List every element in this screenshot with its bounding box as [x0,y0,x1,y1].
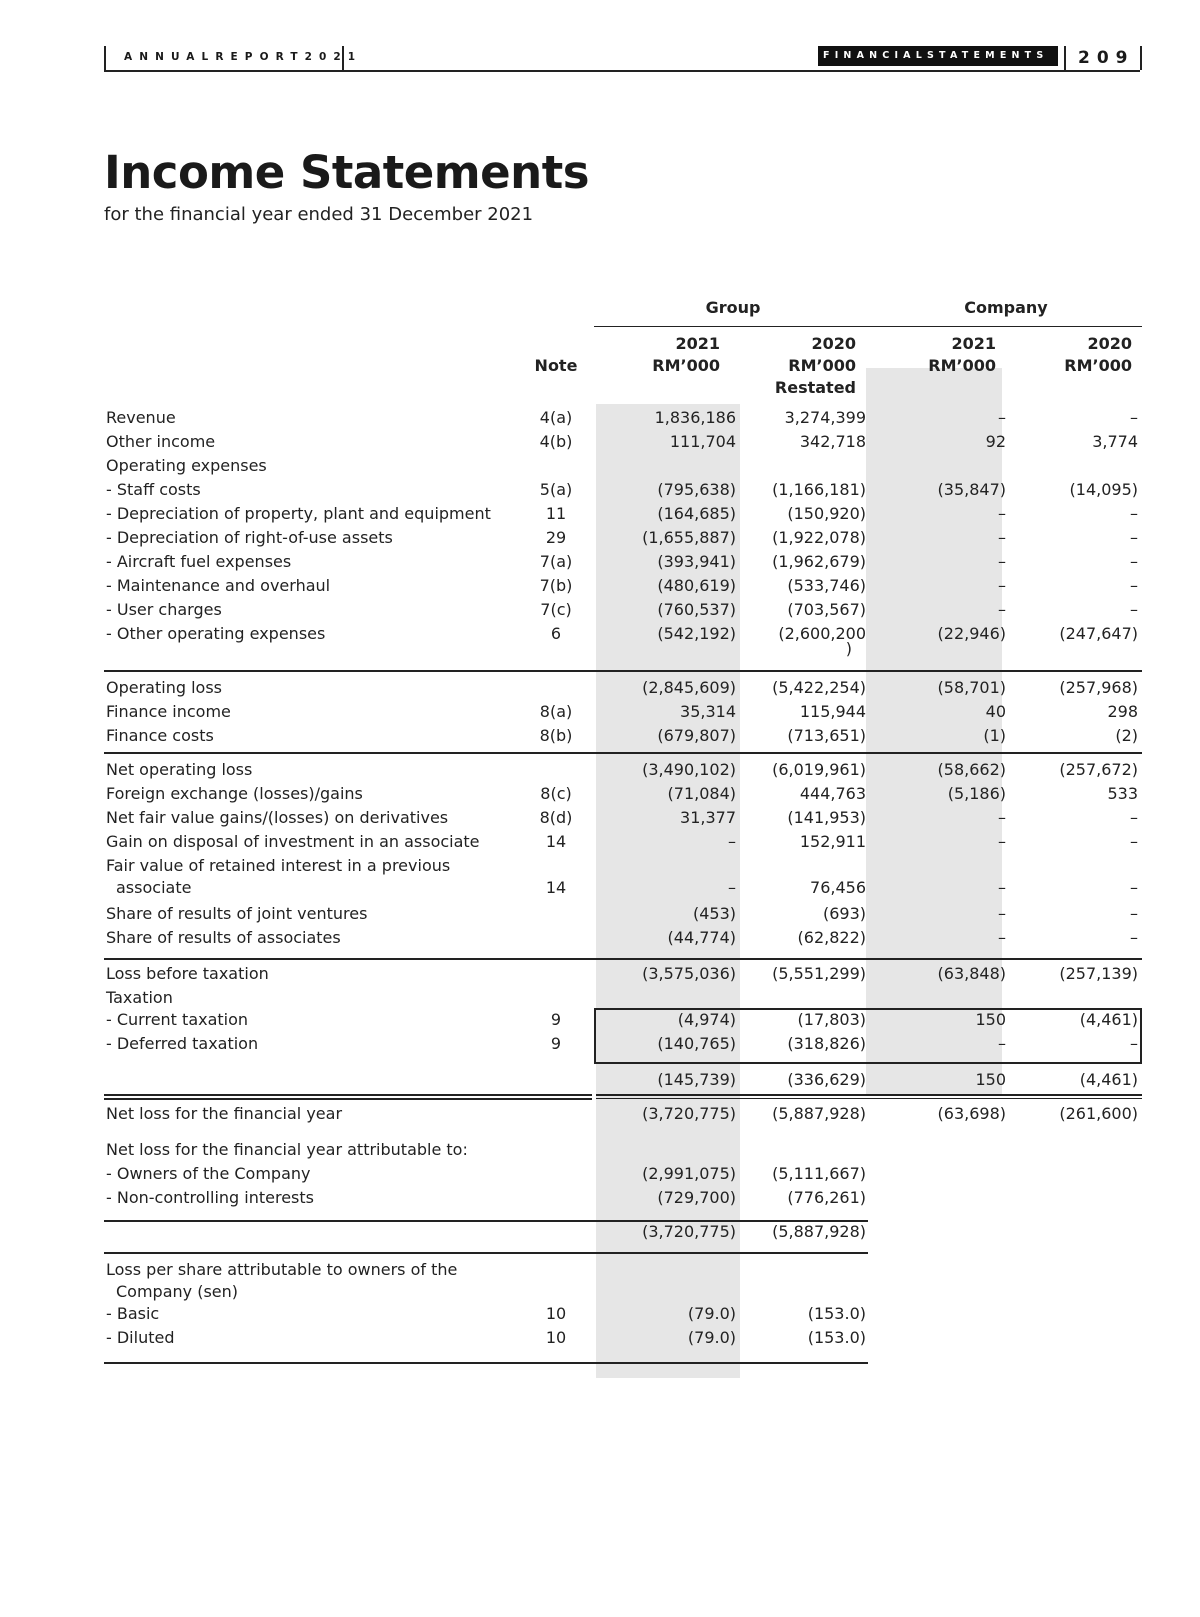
row-label: - Deferred taxation [106,1034,259,1053]
rule-tax-total-right-2 [596,1098,1142,1099]
row-value: (4,461) [1079,1070,1138,1089]
row-label: Revenue [106,408,176,427]
row-value: (453) [692,904,736,923]
row-note: 14 [545,878,567,897]
row-value: (336,629) [787,1070,866,1089]
row-value: (257,968) [1059,678,1138,697]
group-2021-year: 2021 [675,334,720,353]
row-value: (58,701) [937,678,1006,697]
row-label: Operating loss [106,678,222,697]
row-value: (2,845,609) [642,678,736,697]
row-value: (4,974) [677,1010,736,1029]
row-label: - Staff costs [106,480,201,499]
row-value: (58,662) [937,760,1006,779]
row-value: (3,490,102) [642,760,736,779]
row-label: - Maintenance and overhaul [106,576,331,595]
row-value: (79.0) [687,1304,736,1323]
row-label: Other income [106,432,216,451]
row-label: - Non-controlling interests [106,1188,314,1207]
row-note: 8(c) [540,784,572,803]
company-2021-year: 2021 [951,334,996,353]
row-value: (164,685) [657,504,736,523]
row-value: (713,651) [787,726,866,745]
row-value: (145,739) [657,1070,736,1089]
row-value: 3,774 [1092,432,1138,451]
note-header: Note [534,356,578,375]
company-header: Company [964,298,1048,317]
row-value: 35,314 [680,702,736,721]
row-value: (79.0) [687,1328,736,1347]
row-label: Taxation [106,988,173,1007]
company-2021-unit: RM’000 [928,356,996,375]
row-note: 9 [550,1010,562,1029]
row-value: (3,575,036) [642,964,736,983]
row-value: – [1130,408,1138,427]
page-number: 209 [1078,48,1135,68]
row-value: – [728,878,736,897]
rule-net-operating-loss [104,752,1142,754]
row-note: 4(a) [539,408,573,427]
row-value-wrap: ) [845,639,852,658]
row-label: Loss before taxation [106,964,269,983]
row-value: (140,765) [657,1034,736,1053]
row-label: Operating expenses [106,456,267,475]
row-value: (257,672) [1059,760,1138,779]
row-value: (5,887,928) [772,1222,866,1241]
row-note: 9 [550,1034,562,1053]
rule-attrib-total [104,1220,868,1222]
row-note: 29 [545,528,567,547]
row-note: 7(c) [540,600,572,619]
row-value: (679,807) [657,726,736,745]
row-value: 3,274,399 [784,408,866,427]
row-note: 7(a) [539,552,573,571]
row-value: (150,920) [787,504,866,523]
row-value: (63,848) [937,964,1006,983]
group-2020-unit: RM’000 [788,356,856,375]
row-label: Foreign exchange (losses)/gains [106,784,363,803]
rule-loss-before-tax [104,958,1142,960]
row-label: Net loss for the financial year attributable to: [106,1140,468,1159]
row-value: – [998,528,1006,547]
row-value: (1,962,679) [772,552,866,571]
row-label: Finance income [106,702,231,721]
row-value: – [998,504,1006,523]
row-note: 8(d) [539,808,573,827]
row-value: (141,953) [787,808,866,827]
row-value: (542,192) [657,624,736,643]
row-value: (5,111,667) [772,1164,866,1183]
row-label: Net operating loss [106,760,253,779]
company-2020-year: 2020 [1087,334,1132,353]
row-value: – [998,600,1006,619]
row-value: (1,166,181) [772,480,866,499]
row-value: (22,946) [937,624,1006,643]
row-value: – [998,808,1006,827]
row-value: (35,847) [937,480,1006,499]
row-label: - Current taxation [106,1010,249,1029]
row-value: – [1130,904,1138,923]
row-value: 342,718 [799,432,866,451]
company-2020-unit: RM’000 [1064,356,1132,375]
row-value: (63,698) [937,1104,1006,1123]
row-value: – [1130,600,1138,619]
row-label: - User charges [106,600,222,619]
row-note: 5(a) [539,480,573,499]
rule-tax-total-right [596,1094,1142,1096]
row-value: – [998,576,1006,595]
row-value: (14,095) [1069,480,1138,499]
row-label: Gain on disposal of investment in an associate [106,832,480,851]
group-2021-unit: RM’000 [652,356,720,375]
row-value: – [1130,552,1138,571]
row-label: - Owners of the Company [106,1164,311,1183]
group-header: Group [705,298,761,317]
row-note: 14 [545,832,567,851]
row-value: (5,551,299) [772,964,866,983]
row-value: 444,763 [799,784,866,803]
row-label: - Basic [106,1304,160,1323]
row-value: (533,746) [787,576,866,595]
row-value: 1,836,186 [654,408,736,427]
row-value: (5,186) [947,784,1006,803]
row-value: 76,456 [810,878,866,897]
row-value: (776,261) [787,1188,866,1207]
rule-operating-loss [104,670,1142,672]
row-value: – [998,904,1006,923]
row-value: – [1130,504,1138,523]
row-label-continued: Company (sen) [116,1282,239,1301]
row-label: Share of results of associates [106,928,341,947]
row-value: (153.0) [807,1304,866,1323]
row-value: 31,377 [680,808,736,827]
row-note: 11 [545,504,567,523]
row-value: (2) [1115,726,1138,745]
row-value: (5,422,254) [772,678,866,697]
report-name: ANNUALREPORT2021 [124,51,363,63]
row-value: – [998,552,1006,571]
row-value: 115,944 [799,702,866,721]
row-value: – [1130,928,1138,947]
row-label-continued: associate [116,878,192,897]
row-label: Loss per share attributable to owners of the [106,1260,458,1279]
row-value: (393,941) [657,552,736,571]
row-value: – [1130,832,1138,851]
row-value: (1) [983,726,1006,745]
row-value: (1,655,887) [642,528,736,547]
rule-lps-bottom [104,1362,868,1364]
report-header-left [104,46,363,70]
row-value: – [998,1034,1006,1053]
row-value: – [1130,1034,1138,1053]
row-value: (17,803) [797,1010,866,1029]
row-value: (6,019,961) [772,760,866,779]
row-value: (257,139) [1059,964,1138,983]
row-note: 6 [550,624,562,643]
row-value: (3,720,775) [642,1104,736,1123]
taxation-box [594,1008,1142,1064]
row-value: (44,774) [667,928,736,947]
row-label: - Depreciation of right-of-use assets [106,528,393,547]
row-value: (703,567) [787,600,866,619]
row-label: - Other operating expenses [106,624,326,643]
row-value: 298 [1107,702,1138,721]
row-label: - Aircraft fuel expenses [106,552,292,571]
rule-attrib-bottom [104,1252,868,1254]
row-value: 533 [1107,784,1138,803]
row-value: 92 [985,432,1006,451]
row-value: 40 [985,702,1006,721]
row-value: 111,704 [669,432,736,451]
row-value: – [1130,576,1138,595]
row-value: (247,647) [1059,624,1138,643]
row-value: – [1130,528,1138,547]
row-value: (318,826) [787,1034,866,1053]
row-value: (3,720,775) [642,1222,736,1241]
row-value: (153.0) [807,1328,866,1347]
row-label: Finance costs [106,726,214,745]
row-value: – [998,832,1006,851]
row-value: – [1130,808,1138,827]
row-note: 4(b) [539,432,573,451]
row-value: (729,700) [657,1188,736,1207]
row-value: (795,638) [657,480,736,499]
row-value: (71,084) [667,784,736,803]
row-value: – [998,928,1006,947]
row-value: 152,911 [799,832,866,851]
page-subtitle: for the financial year ended 31 December 2021 [104,204,534,225]
row-value: (760,537) [657,600,736,619]
page-number-box [1064,46,1142,70]
row-value: – [998,408,1006,427]
rule-tax-total-left [104,1098,592,1100]
row-value: – [1130,878,1138,897]
row-value: 150 [975,1070,1006,1089]
row-value: – [728,832,736,851]
row-label: Share of results of joint ventures [106,904,368,923]
group-2020-restated: Restated [774,378,856,397]
row-label: Net loss for the financial year [106,1104,343,1123]
row-note: 8(a) [539,702,573,721]
row-label: Net fair value gains/(losses) on derivatives [106,808,449,827]
row-value: (480,619) [657,576,736,595]
row-note: 10 [545,1304,567,1323]
row-value: (5,887,928) [772,1104,866,1123]
section-header [818,46,1058,66]
row-note: 10 [545,1328,567,1347]
header-underline [594,326,1142,327]
row-label: - Depreciation of property, plant and equipment [106,504,491,523]
row-value: (693) [822,904,866,923]
row-value: (261,600) [1059,1104,1138,1123]
row-label: Fair value of retained interest in a previous [106,856,451,875]
row-value: 150 [975,1010,1006,1029]
header-rule [104,70,1140,72]
rule-tax-total-top [104,1094,592,1096]
page-title: Income Statements [104,146,590,199]
row-value: (62,822) [797,928,866,947]
row-value: (4,461) [1079,1010,1138,1029]
row-label: - Diluted [106,1328,175,1347]
row-note: 7(b) [539,576,573,595]
group-2020-year: 2020 [811,334,856,353]
row-note: 8(b) [539,726,573,745]
section-name: FINANCIALSTATEMENTS [823,50,1049,61]
row-value: (2,991,075) [642,1164,736,1183]
row-value: – [998,878,1006,897]
row-value: (1,922,078) [772,528,866,547]
row-value: (2,600,200 [778,624,866,643]
